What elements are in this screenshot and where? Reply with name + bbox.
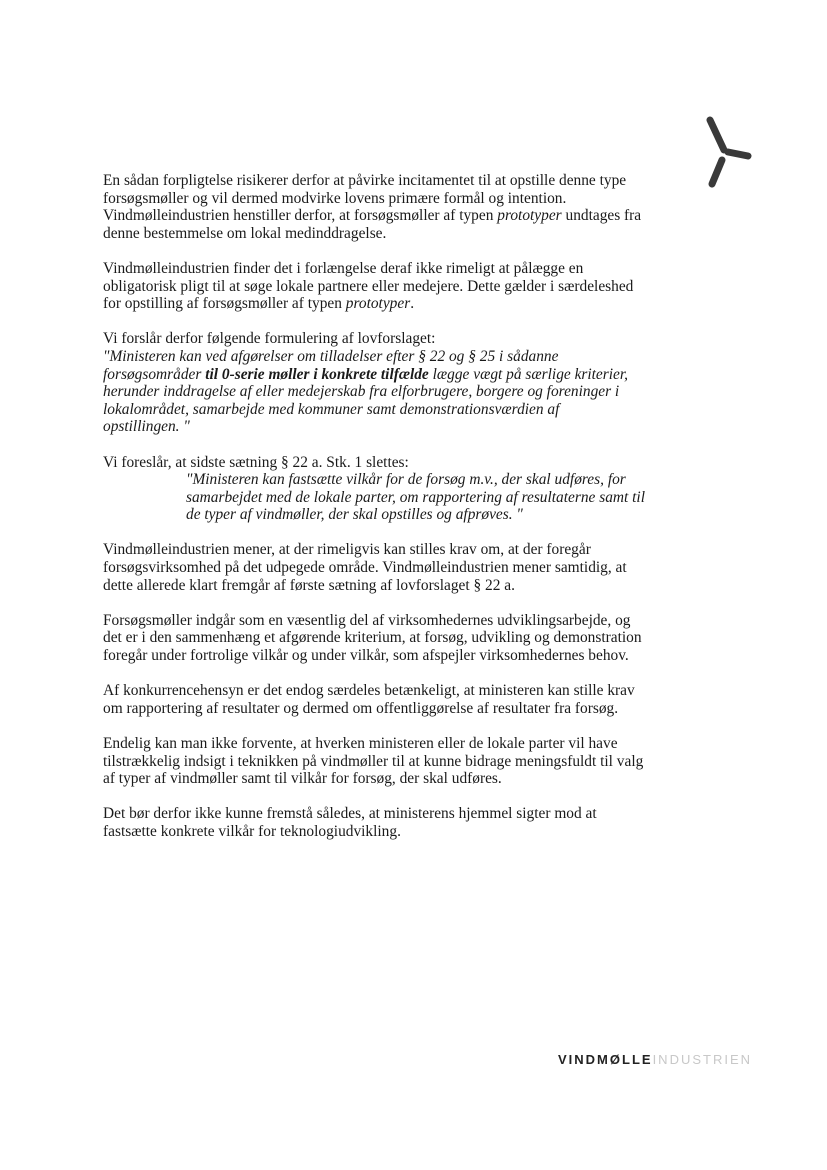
paragraph-3 <box>103 330 673 436</box>
quote-line: "Ministeren kan fastsætte vilkår for de forsøg m.v., der skal udføres, for <box>186 471 626 489</box>
text-line: Vindmølleindustrien finder det i forlængelse deraf ikke rimeligt at pålægge en <box>103 259 584 277</box>
text-line <box>103 295 673 313</box>
text-line: tilstrækkelig indsigt i teknikken på vindmøller til at kunne bidrage meningsfuldt til valg <box>103 752 644 770</box>
text-line: dette allerede klart fremgår af første sætning af lovforslaget § 22 a. <box>103 576 515 594</box>
text-segment: forsøgsområder <box>103 365 206 383</box>
text-line: denne bestemmelse om lokal medinddragelse. <box>103 224 387 242</box>
text-line: af typer af vindmøller samt til vilkår for forsøg, der skal udføres. <box>103 770 502 788</box>
text-segment: for opstilling af forsøgsmøller af typen <box>103 295 346 313</box>
paragraph-8 <box>103 735 673 788</box>
italic-term: prototyper <box>345 295 411 313</box>
text-line: om rapportering af resultater og dermed om offentliggørelse af resultater fra forsøg. <box>103 699 619 717</box>
paragraph-2 <box>103 260 673 313</box>
text-segment: lægge vægt på særlige kriterier, <box>428 365 628 383</box>
text-line: Af konkurrencehensyn er det endog særdeles betænkeligt, at ministeren kan stille krav <box>103 682 635 700</box>
paragraph-4 <box>103 454 673 524</box>
quote-line <box>103 366 673 384</box>
text-line: det er i den sammenhæng et afgørende kriterium, at forsøg, udvikling og demonstration <box>103 629 642 647</box>
text-line: Forsøgsmøller indgår som en væsentlig del af virksomhedernes udviklingsarbejde, og <box>103 611 631 629</box>
text-line: foregår under fortrolige vilkår og under vilkår, som afspejler virksomhedernes behov. <box>103 647 629 665</box>
quote-line: de typer af vindmøller, der skal opstilles og afprøves. " <box>186 506 523 524</box>
text-line: Det bør derfor ikke kunne fremstå således, at ministerens hjemmel sigter mod at <box>103 805 597 823</box>
text-segment: Vindmølleindustrien henstiller derfor, at forsøgsmøller af typen <box>103 207 498 225</box>
text-line: forsøgsvirksomhed på det udpegede område. Vindmølleindustrien mener samtidig, at <box>103 559 627 577</box>
paragraph-6 <box>103 612 673 665</box>
wind-turbine-logo-icon <box>700 112 756 192</box>
quote-line: lokalområdet, samarbejde med kommuner samt demonstrationsværdien af <box>103 400 560 418</box>
footer-brand-logo <box>558 1052 752 1067</box>
text-segment: undtages fra <box>561 207 642 225</box>
paragraph-5 <box>103 541 673 594</box>
text-line: Endelig kan man ikke forvente, at hverken ministeren eller de lokale parter vil have <box>103 735 618 752</box>
letter-body <box>103 172 673 858</box>
paragraph-7 <box>103 682 673 717</box>
text-line: En sådan forpligtelse risikerer derfor at påvirke incitamentet til at opstille denne type <box>103 172 627 189</box>
quote-line: herunder inddragelse af eller medejerskab fra elforbrugere, borgere og foreninger i <box>103 383 620 401</box>
brand-name-light: INDUSTRIEN <box>652 1052 753 1067</box>
brand-name-strong: VINDMØLLE <box>558 1052 653 1067</box>
italic-term: prototyper <box>497 207 562 225</box>
paragraph-9 <box>103 805 673 840</box>
text-line: Vi foreslår, at sidste sætning § 22 a. Stk. 1 slettes: <box>103 453 409 471</box>
text-line: Vi forslår derfor følgende formulering af lovforslaget: <box>103 330 436 348</box>
emphasis-text: til 0-serie møller i konkrete tilfælde <box>205 365 429 383</box>
paragraph-1 <box>103 172 673 242</box>
quote-line: opstillingen. " <box>103 418 190 436</box>
text-line: obligatorisk pligt til at søge lokale partnere eller medejere. Dette gælder i særdeleshed <box>103 277 634 295</box>
text-line: forsøgsmøller og vil dermed modvirke lovens primære formål og intention. <box>103 189 567 207</box>
text-line <box>103 207 673 225</box>
text-line: Vindmølleindustrien mener, at der rimeligvis kan stilles krav om, at der foregår <box>103 541 591 559</box>
quote-line: "Ministeren kan ved afgørelser om tilladelser efter § 22 og § 25 i sådanne <box>103 347 559 365</box>
quote-line: samarbejdet med de lokale parter, om rapportering af resultaterne samt til <box>186 488 645 506</box>
text-segment: . <box>410 295 415 313</box>
text-line: fastsætte konkrete vilkår for teknologiudvikling. <box>103 822 401 840</box>
